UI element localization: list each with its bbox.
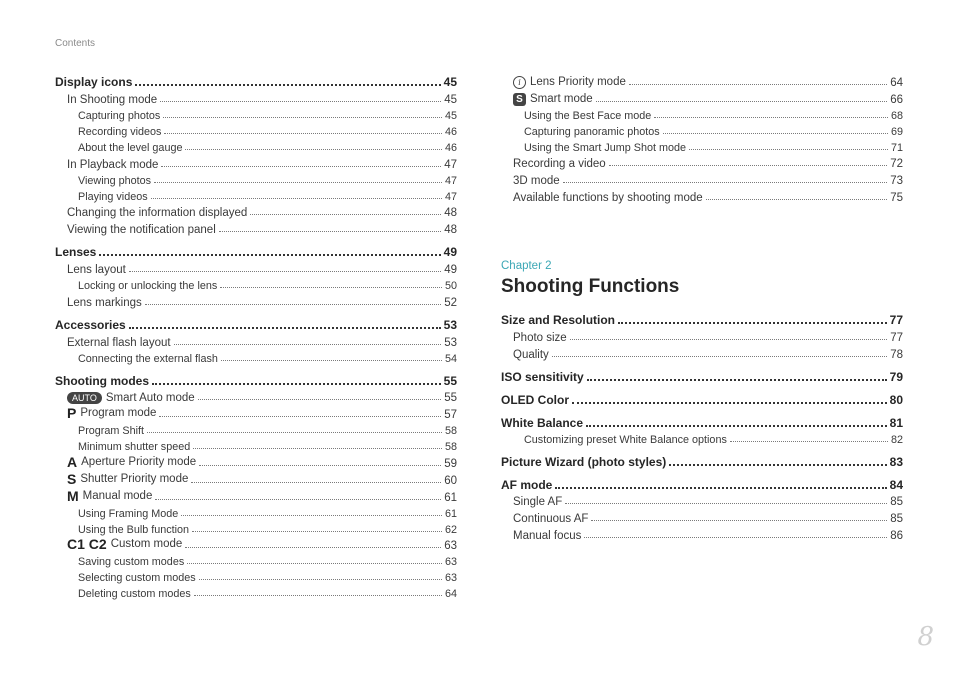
toc-entry-title xyxy=(78,280,217,292)
toc-entry-title-text: Shooting modes xyxy=(55,373,149,388)
dot-leader xyxy=(154,182,442,183)
toc-entry-title-text: Capturing photos xyxy=(78,109,161,122)
toc-entry-title-text: Using the Smart Jump Shot mode xyxy=(524,141,687,154)
toc-entry-title-text: Customizing preset White Balance options xyxy=(524,433,727,446)
dot-leader xyxy=(129,327,441,329)
toc-entry[interactable] xyxy=(55,487,457,504)
toc-entry[interactable] xyxy=(55,332,457,349)
toc-entry-title-text: Using the Best Face mode xyxy=(524,109,652,122)
toc-entry[interactable] xyxy=(55,388,457,405)
dot-leader xyxy=(129,271,441,272)
toc-left-column xyxy=(55,72,457,600)
toc-entry[interactable] xyxy=(55,154,457,171)
toc-entry-title-text: Size and Resolution xyxy=(501,312,616,327)
toc-entry[interactable] xyxy=(55,89,457,106)
toc-entry-page: 59 xyxy=(444,457,457,470)
toc-entry-title-text: Using the Bulb function xyxy=(78,523,190,536)
toc-entry-page: 84 xyxy=(889,477,903,492)
dot-leader xyxy=(591,520,887,521)
toc-entry-page: 45 xyxy=(444,93,457,106)
dot-leader xyxy=(163,117,442,118)
dot-leader xyxy=(555,487,886,489)
toc-entry-title xyxy=(67,488,152,504)
toc-entry-title-text: Smart mode xyxy=(530,93,593,106)
dot-leader xyxy=(159,416,441,417)
toc-entry-title-text: Playing videos xyxy=(78,190,148,203)
toc-entry[interactable] xyxy=(501,138,903,154)
toc-entry[interactable] xyxy=(55,242,457,259)
toc-entry[interactable] xyxy=(501,89,903,106)
toc-entry-page: 48 xyxy=(444,224,457,237)
toc-entry-page: 57 xyxy=(444,409,457,422)
dot-leader xyxy=(194,595,442,596)
toc-entry-page: 49 xyxy=(444,263,457,276)
toc-entry-title xyxy=(501,416,583,430)
toc-entry[interactable] xyxy=(55,122,457,138)
dot-leader xyxy=(151,198,442,199)
toc-entry[interactable] xyxy=(501,367,903,384)
toc-entry-title xyxy=(78,441,190,453)
toc-entry-title xyxy=(78,175,151,187)
toc-entry[interactable] xyxy=(55,552,457,568)
toc-entry[interactable] xyxy=(55,404,457,421)
toc-entry-title xyxy=(513,332,567,344)
toc-entry[interactable] xyxy=(55,504,457,520)
toc-entry[interactable] xyxy=(55,584,457,600)
toc-entry[interactable] xyxy=(55,349,457,365)
chapter-label: Chapter 2 xyxy=(501,259,552,272)
toc-entry-page: 48 xyxy=(444,207,457,220)
manual-mode-icon: M xyxy=(67,487,79,504)
toc-entry-title xyxy=(524,110,651,122)
toc-entry-page: 79 xyxy=(889,369,903,384)
dot-leader xyxy=(669,464,886,466)
toc-entry-page: 82 xyxy=(890,433,903,446)
toc-entry[interactable] xyxy=(501,475,903,492)
toc-entry-title-text: Display icons xyxy=(55,75,133,89)
toc-entry-title xyxy=(501,370,584,384)
chapter-block xyxy=(501,260,903,542)
toc-entry-page: 81 xyxy=(889,415,903,430)
toc-entry-title-text: Accessories xyxy=(55,317,126,332)
toc-entry-title-text: Lens Priority mode xyxy=(530,76,626,89)
toc-entry-page: 64 xyxy=(444,588,457,601)
toc-entry[interactable] xyxy=(55,315,457,332)
dot-leader xyxy=(147,432,442,433)
toc-entry-title-text: Smart Auto mode xyxy=(105,392,195,405)
dot-leader xyxy=(219,231,441,232)
toc-entry[interactable] xyxy=(501,344,903,361)
toc-entry-title-text: Available functions by shooting mode xyxy=(513,191,703,204)
toc-entry-title xyxy=(67,536,182,552)
toc-entry[interactable] xyxy=(501,430,903,446)
toc-entry[interactable] xyxy=(55,520,457,536)
toc-entry[interactable] xyxy=(55,371,457,388)
toc-entry-title xyxy=(78,126,161,138)
dot-leader xyxy=(161,166,441,167)
dot-leader xyxy=(164,133,442,134)
toc-entry-title-text: Viewing photos xyxy=(78,174,152,187)
toc-entry-title-text: Recording videos xyxy=(78,125,162,138)
toc-entry[interactable] xyxy=(501,72,903,89)
toc-entry[interactable] xyxy=(501,390,903,407)
toc-entry[interactable] xyxy=(55,219,457,236)
dot-leader xyxy=(586,425,887,427)
toc-entry-title xyxy=(524,434,727,446)
toc-entry-title xyxy=(78,588,191,600)
toc-entry-title-text: In Shooting mode xyxy=(67,93,158,106)
toc-entry-page: 45 xyxy=(443,75,457,89)
toc-entry-page: 52 xyxy=(444,296,457,309)
dot-leader xyxy=(609,165,888,166)
toc-entry-title xyxy=(78,142,182,154)
toc-entry[interactable] xyxy=(55,72,457,89)
toc-entry-title xyxy=(513,175,560,187)
dot-leader xyxy=(185,149,442,150)
toc-entry[interactable] xyxy=(55,138,457,154)
toc-entry-page: 46 xyxy=(444,141,457,154)
toc-entry[interactable] xyxy=(55,437,457,453)
toc-entry-page: 63 xyxy=(444,556,457,569)
toc-entry-page: 69 xyxy=(890,125,903,138)
toc-entry-page: 46 xyxy=(444,125,457,138)
toc-entry-title xyxy=(67,159,158,171)
toc-entry-page: 47 xyxy=(444,174,457,187)
dot-leader xyxy=(552,356,887,357)
toc-entry-title xyxy=(501,455,666,469)
toc-entry[interactable] xyxy=(501,525,903,542)
toc-entry-page: 63 xyxy=(444,572,457,585)
toc-entry-page: 47 xyxy=(444,158,457,171)
toc-entry-page: 61 xyxy=(444,491,457,504)
toc-entry-page: 77 xyxy=(889,312,903,327)
custom-mode-icon: C1 C2 xyxy=(67,536,107,553)
toc-entry-title-text: Locking or unlocking the lens xyxy=(78,279,218,292)
toc-entry-page: 62 xyxy=(444,523,457,536)
toc-chapter-list xyxy=(501,310,903,542)
toc-entry-title xyxy=(524,142,686,154)
toc-entry-page: 85 xyxy=(890,496,903,509)
toc-entry-page: 73 xyxy=(890,175,903,188)
toc-entry-title xyxy=(501,313,615,327)
toc-entry-title xyxy=(67,94,157,106)
dot-leader xyxy=(663,133,888,134)
toc-entry-page: 80 xyxy=(889,392,903,407)
toc-entry-title-text: Quality xyxy=(513,348,549,361)
dot-leader xyxy=(584,537,887,538)
page-number: 8 xyxy=(917,622,934,652)
toc-entry-title-text: Shutter Priority mode xyxy=(80,472,189,485)
toc-entry[interactable] xyxy=(501,508,903,525)
toc-entry-page: 58 xyxy=(444,441,457,454)
toc-entry-title-text: In Playback mode xyxy=(67,158,159,171)
toc-entry-title-text: OLED Color xyxy=(501,392,569,407)
toc-entry[interactable] xyxy=(55,568,457,584)
toc-entry-title xyxy=(513,76,626,89)
toc-entry-page: 78 xyxy=(890,348,903,361)
dot-leader xyxy=(187,563,442,564)
toc-entry-title xyxy=(513,513,588,525)
toc-entry-title xyxy=(67,224,216,236)
toc-entry-page: 53 xyxy=(444,336,457,349)
lens-priority-mode-icon: i xyxy=(513,76,526,89)
toc-entry-title xyxy=(524,126,660,138)
toc-entry-title xyxy=(78,191,148,203)
toc-entry-page: 66 xyxy=(890,93,903,106)
toc-entry[interactable] xyxy=(501,154,903,171)
dot-leader xyxy=(572,402,887,404)
shutter-priority-mode-icon: S xyxy=(67,470,77,487)
dot-leader xyxy=(570,339,888,340)
toc-entry-title-text: Picture Wizard (photo styles) xyxy=(501,454,667,469)
dot-leader xyxy=(193,448,442,449)
dot-leader xyxy=(654,117,888,118)
toc-entry[interactable] xyxy=(55,106,457,122)
toc-entry-title xyxy=(55,318,126,332)
toc-entry-title xyxy=(501,478,552,492)
toc-entry[interactable] xyxy=(55,536,457,553)
toc-entry-title xyxy=(78,524,189,536)
dot-leader xyxy=(192,531,442,532)
dot-leader xyxy=(155,499,441,500)
toc-entry-page: 45 xyxy=(444,109,457,122)
toc-entry-title xyxy=(78,572,196,584)
toc-entry-title-text: Lens layout xyxy=(67,263,126,276)
auto-mode-icon: AUTO xyxy=(67,392,102,404)
toc-entry-title-text: Continuous AF xyxy=(513,513,589,526)
toc-entry[interactable] xyxy=(501,106,903,122)
dot-leader xyxy=(99,254,440,256)
toc-entry-title xyxy=(67,471,188,487)
toc-entry-title xyxy=(78,508,178,520)
toc-entry-title-text: ISO sensitivity xyxy=(501,369,584,384)
toc-entry-page: 71 xyxy=(890,141,903,154)
toc-entry[interactable] xyxy=(55,470,457,487)
toc-entry-title-text: Manual focus xyxy=(513,529,582,542)
toc-entry[interactable] xyxy=(55,421,457,437)
toc-entry-title-text: Custom mode xyxy=(110,538,183,551)
toc-entry-page: 55 xyxy=(444,392,457,405)
toc-entry-title-text: Connecting the external flash xyxy=(78,352,218,365)
toc-entry-title xyxy=(513,530,581,542)
toc-entry-page: 60 xyxy=(444,474,457,487)
toc-entry-title-text: Selecting custom modes xyxy=(78,572,196,585)
toc-entry-title-text: Saving custom modes xyxy=(78,556,185,569)
toc-entry[interactable] xyxy=(55,453,457,470)
toc-entry[interactable] xyxy=(501,327,903,344)
toc-entry-title-text: 3D mode xyxy=(513,175,560,188)
dot-leader xyxy=(220,287,442,288)
toc-entry-title xyxy=(55,75,132,89)
dot-leader xyxy=(563,182,888,183)
toc-entry[interactable] xyxy=(501,122,903,138)
dot-leader xyxy=(629,84,887,85)
toc-entry[interactable] xyxy=(55,259,457,276)
toc-entry[interactable] xyxy=(501,492,903,509)
toc-entry-title xyxy=(513,158,606,170)
toc-entry-page: 68 xyxy=(890,109,903,122)
dot-leader xyxy=(152,383,441,385)
toc-entry-title-text: Using Framing Mode xyxy=(78,507,179,520)
dot-leader xyxy=(596,101,888,102)
toc-right-column xyxy=(501,72,903,542)
toc-entry-title xyxy=(78,425,144,437)
toc-entry[interactable] xyxy=(55,292,457,309)
toc-entry-page: 49 xyxy=(443,245,457,260)
toc-entry-title-text: White Balance xyxy=(501,415,584,430)
toc-entry-title xyxy=(55,374,149,388)
dot-leader xyxy=(689,149,888,150)
dot-leader xyxy=(174,344,442,345)
dot-leader xyxy=(250,214,441,215)
toc-entry-page: 55 xyxy=(443,373,457,388)
toc-entry-title xyxy=(67,297,142,309)
toc-entry-title-text: Viewing the notification panel xyxy=(67,224,216,237)
toc-entry-title-text: Lenses xyxy=(55,245,97,260)
toc-entry-title-text: Recording a video xyxy=(513,158,606,171)
page-header: Contents xyxy=(55,38,96,49)
toc-entry-title-text: Aperture Priority mode xyxy=(81,455,197,468)
toc-entry-title xyxy=(67,207,247,219)
dot-leader xyxy=(145,304,441,305)
toc-entry-title xyxy=(513,93,593,106)
toc-entry[interactable] xyxy=(501,452,903,469)
toc-entry[interactable] xyxy=(55,276,457,292)
toc-entry-title-text: About the level gauge xyxy=(78,141,183,154)
dot-leader xyxy=(587,379,887,381)
dot-leader xyxy=(160,101,441,102)
toc-entry-title-text: Minimum shutter speed xyxy=(78,441,191,454)
toc-entry-title-text: AF mode xyxy=(501,477,553,492)
toc-entry-title xyxy=(513,349,549,361)
toc-entry-title xyxy=(513,496,562,508)
toc-entry-page: 75 xyxy=(890,191,903,204)
dot-leader xyxy=(198,399,442,400)
toc-entry-title-text: Manual mode xyxy=(82,489,153,502)
toc-entry-title-text: Photo size xyxy=(513,331,567,344)
dot-leader xyxy=(135,84,440,86)
toc-entry-title xyxy=(67,264,126,276)
toc-entry-title xyxy=(513,192,703,204)
toc-entry-page: 53 xyxy=(443,317,457,332)
dot-leader xyxy=(199,579,442,580)
dot-leader xyxy=(565,503,887,504)
toc-entry-title-text: Program Shift xyxy=(78,425,145,438)
toc-entry-title xyxy=(55,245,96,259)
dot-leader xyxy=(706,199,888,200)
toc-entry-page: 77 xyxy=(890,331,903,344)
toc-entry-title xyxy=(67,454,196,470)
toc-entry-title-text: Lens markings xyxy=(67,296,142,309)
toc-entry-page: 58 xyxy=(444,425,457,438)
toc-entry-page: 47 xyxy=(444,190,457,203)
toc-entry-title-text: External flash layout xyxy=(67,336,171,349)
toc-entry[interactable] xyxy=(501,170,903,187)
toc-entry-page: 50 xyxy=(444,279,457,292)
toc-entry[interactable] xyxy=(55,187,457,203)
toc-entry-title xyxy=(78,556,184,568)
toc-entry-title-text: Deleting custom modes xyxy=(78,588,191,601)
toc-entry-title xyxy=(67,405,156,421)
dot-leader xyxy=(191,482,441,483)
toc-entry[interactable] xyxy=(501,310,903,327)
dot-leader xyxy=(199,465,441,466)
toc-entry-page: 85 xyxy=(890,513,903,526)
toc-entry-title-text: Capturing panoramic photos xyxy=(524,125,660,138)
toc-entry-page: 72 xyxy=(890,158,903,171)
dot-leader xyxy=(730,441,888,442)
chapter-title: Shooting Functions xyxy=(501,275,680,297)
toc-entry-title xyxy=(501,393,569,407)
toc-entry[interactable] xyxy=(55,171,457,187)
toc-entry[interactable] xyxy=(501,187,903,204)
dot-leader xyxy=(618,322,887,324)
toc-entry-page: 63 xyxy=(444,540,457,553)
toc-entry-title xyxy=(67,392,195,404)
toc-entry[interactable] xyxy=(55,203,457,220)
aperture-priority-mode-icon: A xyxy=(67,453,78,470)
toc-entry-title xyxy=(78,110,160,122)
toc-entry-page: 61 xyxy=(444,507,457,520)
smart-mode-icon: S xyxy=(513,93,526,106)
toc-entry-title xyxy=(78,353,218,365)
toc-entry-page: 86 xyxy=(890,529,903,542)
dot-leader xyxy=(181,515,442,516)
toc-entry-title-text: Changing the information displayed xyxy=(67,207,248,220)
toc-right-top-list xyxy=(501,72,903,204)
toc-entry-title-text: Single AF xyxy=(513,496,563,509)
dot-leader xyxy=(221,360,442,361)
dot-leader xyxy=(185,547,441,548)
toc-entry-page: 54 xyxy=(444,352,457,365)
program-mode-icon: P xyxy=(67,405,77,422)
toc-entry[interactable] xyxy=(501,413,903,430)
toc-entry-page: 64 xyxy=(890,76,903,89)
toc-entry-page: 83 xyxy=(889,454,903,469)
toc-entry-title xyxy=(67,337,171,349)
toc-entry-title-text: Program mode xyxy=(80,407,157,420)
